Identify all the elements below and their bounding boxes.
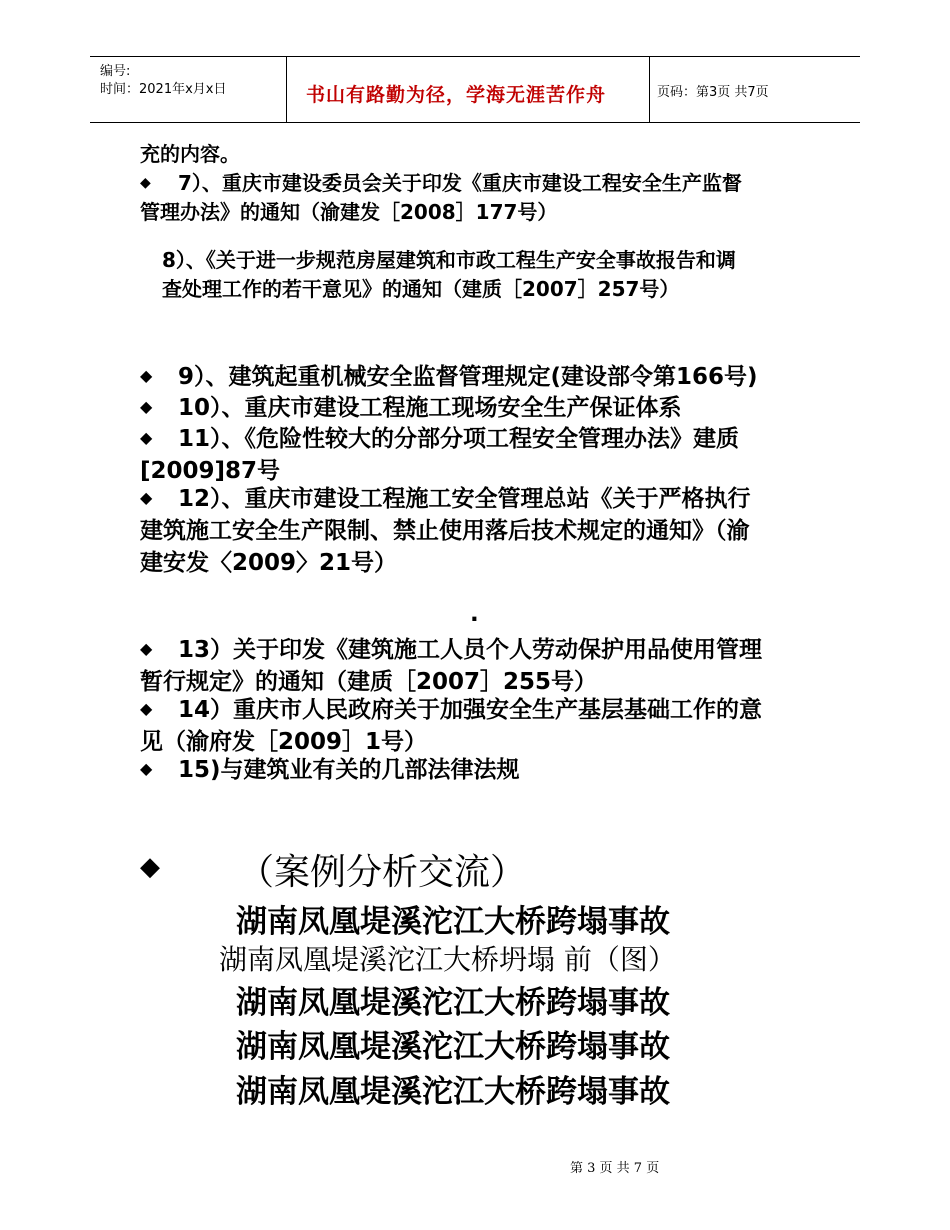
diamond-bullet-icon: ◆ xyxy=(140,759,153,778)
diamond-bullet-icon: ◆ xyxy=(140,397,153,416)
header-bottom-border xyxy=(90,122,860,123)
list-item-text: 见（渝府发［2009］1号） xyxy=(140,729,428,755)
header-top-border xyxy=(90,56,860,57)
case-line: 湖南凤凰堤溪沱江大桥跨塌事故 xyxy=(236,985,670,1021)
diamond-bullet-icon: ◆ xyxy=(140,699,153,718)
list-item-text: 7）、重庆市建设委员会关于印发《重庆市建设工程安全生产监督 xyxy=(178,171,742,195)
diamond-bullet-icon: ◆ xyxy=(140,488,153,507)
list-item xyxy=(162,246,736,304)
header-motto: 书山有路勤为径，学海无涯苦作舟 xyxy=(306,84,607,106)
list-item xyxy=(140,391,682,424)
list-item-text: 管理办法》的通知（渝建发［2008］177号） xyxy=(140,200,558,224)
list-item-text: 14）重庆市人民政府关于加强安全生产基层基础工作的意 xyxy=(178,697,763,723)
list-item-text: 8）、《关于进一步规范房屋建筑和市政工程生产安全事故报告和调 xyxy=(162,248,736,272)
intro-text: 充的内容。 xyxy=(140,142,240,166)
list-item xyxy=(140,422,739,487)
list-item-text: 暂行规定》的通知（建质［2007］255号） xyxy=(140,669,598,695)
list-item-text: 15)与建筑业有关的几部法律法规 xyxy=(178,757,520,783)
list-item-text: 10）、重庆市建设工程施工现场安全生产保证体系 xyxy=(178,395,682,421)
footer-page-number: 第 3 页 共 7 页 xyxy=(570,1161,660,1176)
diamond-bullet-icon: ◆ xyxy=(140,428,153,447)
case-line: 湖南凤凰堤溪沱江大桥跨塌事故 xyxy=(236,1074,670,1110)
case-line: 湖南凤凰堤溪沱江大桥跨塌事故 xyxy=(236,904,670,940)
list-item xyxy=(140,482,751,579)
header-divider-left xyxy=(286,56,287,122)
case-heading: （案例分析交流） xyxy=(238,852,527,893)
list-item-text: 9）、建筑起重机械安全监督管理规定(建设部令第166号) xyxy=(178,364,758,390)
case-marker-icon: ◆ xyxy=(140,852,160,882)
list-item-text: 13）关于印发《建筑施工人员个人劳动保护用品使用管理 xyxy=(178,637,763,663)
list-item xyxy=(140,633,762,698)
case-line: 湖南凤凰堤溪沱江大桥跨塌事故 xyxy=(236,1029,670,1065)
diamond-bullet-icon: ◆ xyxy=(140,639,153,658)
case-line: 湖南凤凰堤溪沱江大桥坍塌 前（图） xyxy=(219,943,676,976)
list-item xyxy=(140,169,742,227)
header-page-info: 页码：第3页 共7页 xyxy=(657,85,769,100)
diamond-bullet-icon: ◆ xyxy=(140,175,151,191)
stray-dot: . xyxy=(470,601,479,627)
list-item-text: 12）、重庆市建设工程施工安全管理总站《关于严格执行 xyxy=(178,486,751,512)
header-divider-right xyxy=(649,56,650,122)
doc-number-label: 编号: xyxy=(100,64,131,79)
doc-time-label: 时间：2021年x月x日 xyxy=(100,82,227,97)
list-item-text: 建筑施工安全生产限制、禁止使用落后技术规定的通知》（渝 xyxy=(140,518,750,544)
diamond-bullet-icon: ◆ xyxy=(140,366,153,385)
list-item-text: 建安发〈2009〉21号） xyxy=(140,550,398,576)
list-item-text: 查处理工作的若干意见》的通知（建质［2007］257号） xyxy=(162,277,680,301)
list-item xyxy=(140,360,758,393)
list-item-text: 11）、《危险性较大的分部分项工程安全管理办法》建质 xyxy=(178,426,740,452)
list-item xyxy=(140,753,520,786)
list-item-text: [2009]87号 xyxy=(140,458,281,484)
list-item xyxy=(140,693,762,758)
